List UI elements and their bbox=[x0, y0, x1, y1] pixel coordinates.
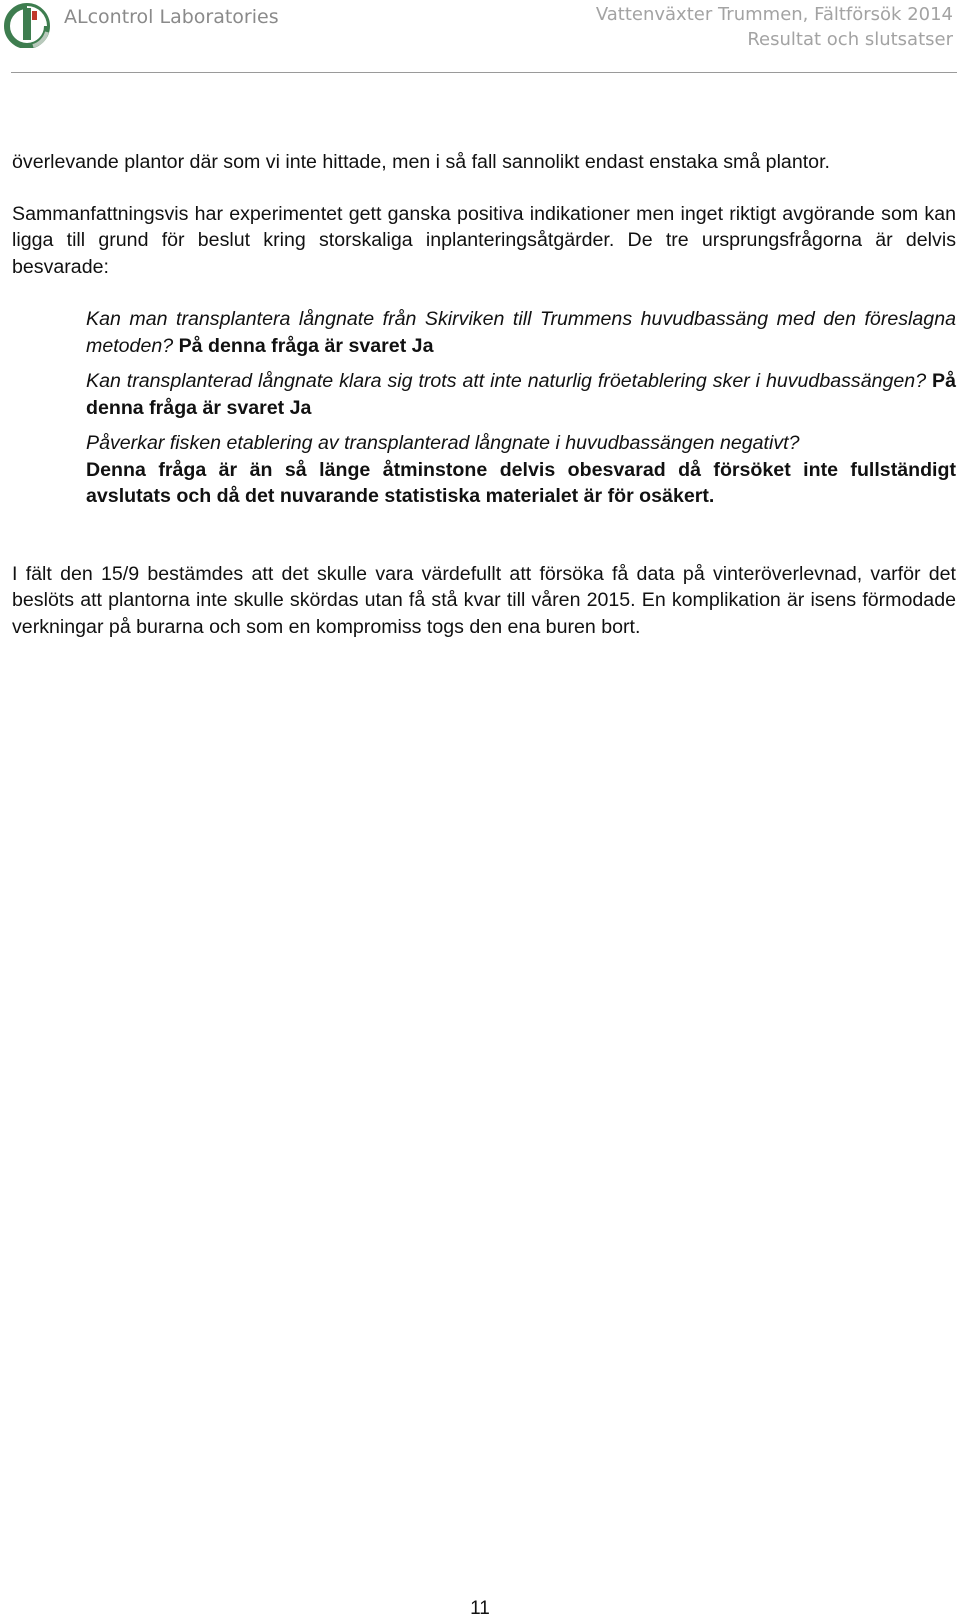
answer-text: Denna fråga är än så länge åtminstone delvis obesvarad då försöket inte fullständigt avslutats och då det nuvarande statistiska materialet är för osäkert. bbox=[86, 458, 956, 507]
brand-name: ALcontrol Laboratories bbox=[64, 6, 279, 28]
header-divider bbox=[11, 72, 957, 73]
document-subtitle: Resultat och slutsatser bbox=[747, 29, 953, 50]
document-title bbox=[596, 2, 953, 52]
question-item-1 bbox=[86, 306, 956, 359]
question-text: Påverkar fisken etablering av transplanterad långnate i huvudbassängen negativt? bbox=[86, 432, 800, 454]
question-item-2 bbox=[86, 368, 956, 421]
paragraph-1: överlevande plantor där som vi inte hittade, men i så fall sannolikt endast enstaka små plantor. bbox=[12, 151, 830, 173]
page-number: 11 bbox=[470, 1598, 490, 1619]
document-title-line: Vattenväxter Trummen, Fältförsök 2014 bbox=[595, 4, 953, 25]
question-text: Kan transplanterad långnate klara sig trots att inte naturlig fröetablering sker i huvudbassängen? bbox=[86, 370, 927, 392]
answer-text: På denna fråga är svaret Ja bbox=[178, 334, 434, 357]
answer-text: På denna fråga är svaret Ja bbox=[86, 370, 957, 419]
question-item-3 bbox=[86, 430, 956, 510]
alcontrol-logo-icon bbox=[4, 2, 50, 48]
page-header bbox=[0, 0, 960, 74]
question-text: Kan man transplantera långnate från Skirviken till Trummens huvudbassäng med den föreslagna metoden? bbox=[86, 308, 956, 357]
paragraph-3: I fält den 15/9 bestämdes att det skulle vara värdefullt att försöka få data på vinteröverlevnad, varför det beslöts att plantorna inte skulle skördas utan få stå kvar till våren 2015. En komplikation är isens förmodade verkningar på burarna och som en kompromiss togs den ena buren bort. bbox=[12, 562, 956, 638]
page-content bbox=[12, 149, 956, 640]
question-list bbox=[86, 306, 956, 510]
paragraph-2: Sammanfattningsvis har experimentet gett ganska positiva indikationer men inget riktigt avgörande som kan ligga till grund för beslut kring storskaliga inplanteringsåtgärder. De tre ursprungsfrågorna är delvis besvarade: bbox=[12, 202, 956, 278]
